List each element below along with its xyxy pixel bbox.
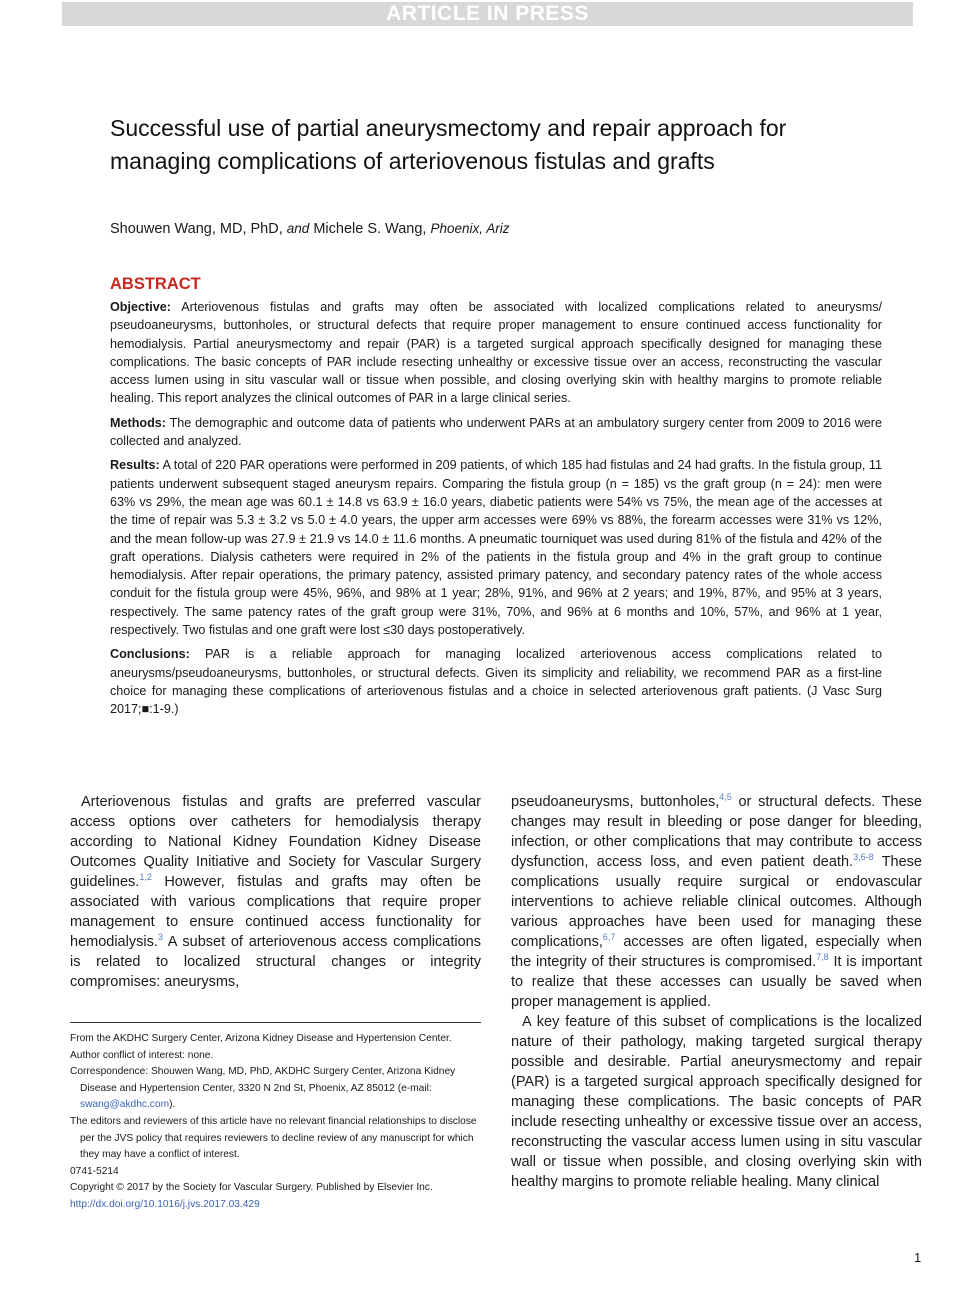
correspondence-text: Correspondence: Shouwen Wang, MD, PhD, AKDHC Surgery Center, Arizona Kidney Disease and Hypertension Center, 3320 N 2nd St, Phoenix, AZ 85012 (e-mail: [70,1066,456,1094]
body-text: or structural defects. These changes may result in bleeding or pose danger for bleeding, infection, or other complications that may contribute to access dysfunction, access loss, and even patient death. [511,794,922,870]
abstract-heading: ABSTRACT [110,275,201,293]
footnote-divider [70,1022,481,1023]
article-in-press-banner: ARTICLE IN PRESS [62,2,913,26]
citation-ref[interactable]: 1,2 [139,872,152,883]
abstract-methods [110,414,882,451]
email-link[interactable]: swang@akdhc.com [80,1099,170,1111]
author-2: Michele S. Wang, [313,221,427,237]
correspondence-end: ). [169,1099,176,1111]
footnote-affiliation: From the AKDHC Surgery Center, Arizona Kidney Disease and Hypertension Center. [70,1033,452,1044]
body-text: It is important to realize that these accesses can usually be saved when proper management is applied. [511,954,922,1010]
conclusions-label: Conclusions: [110,647,190,662]
objective-text: Arteriovenous fistulas and grafts may often be associated with localized complications related to aneurysms/ pseudoaneurysms, buttonholes, or structural defects that require proper management to ensure continued access functionality for hemodialysis. Partial aneurysmectomy and repair (PAR) is a targeted surgical approach specifically designed for managing these complications. The basic concepts of PAR include resecting unhealthy or excessive tissue over an access, reconstructing the vascular access lumen using in situ vascular wall or tissue when possible, and closing overlying skin with healthy margins to promote reliable healing. This report analyzes the clinical outcomes of PAR in a large clinical series. [110,300,882,406]
body-text: However, fistulas and grafts may often be associated with various complications that require proper management to ensure continued access functionality for hemodialysis. [70,874,481,950]
footnote-correspondence [70,1064,481,1114]
methods-label: Methods: [110,415,166,430]
issn: 0741-5214 [70,1165,119,1177]
author-location: Phoenix, Ariz [430,221,510,236]
objective-label: Objective: [110,300,171,314]
page-number: 1 [914,1250,922,1265]
copyright: Copyright © 2017 by the Society for Vascular Surgery. Published by Elsevier Inc. [70,1182,433,1194]
abstract-conclusions [110,645,882,718]
article-title: Successful use of partial aneurysmectomy and repair approach for managing complications of arteriovenous fistulas and grafts [110,115,787,174]
intro-paragraph-1 [70,792,481,992]
body-text: These complications usually require surgical or endovascular interventions to achieve reliable clinical outcomes. Although various approaches have been used for managing these complications, [511,854,922,950]
author-conjunction: and [286,221,310,236]
body-text: A subset of arteriovenous access complications is related to localized structural changes or integrity compromises: aneurysms, [70,934,481,990]
author-1: Shouwen Wang, MD, PhD, [110,221,283,237]
footnotes [70,1031,481,1214]
abstract-results [110,456,882,639]
body-text: Arteriovenous fistulas and grafts are preferred vascular access options over catheters for hemodialysis therapy according to National Kidney Foundation Kidney Disease Outcomes Quality Initiative and Society for Vascular Surgery guidelines. [70,794,481,890]
author-line [110,221,510,237]
body-text: accesses are often ligated, especially when the integrity of their structures is compromised. [511,934,922,970]
results-label: Results: [110,458,160,473]
conclusions-text: PAR is a reliable approach for managing localized arteriovenous access complications related to aneurysms/pseudoaneurysms, buttonholes, or structural defects. Given its simplicity and reliability, we recommend PAR as a first-line choice for managing these complications of arteriovenous fistulas and a choice in selected arteriovenous graft patients. (J Vasc Surg 2017;■:1-9.) [110,647,882,717]
body-text: pseudoaneurysms, buttonholes, [511,794,720,810]
citation-ref[interactable]: 3 [157,932,163,943]
citation-ref[interactable]: 4,5 [719,792,732,803]
citation-ref[interactable]: 7,8 [816,952,829,963]
footnote-editors: The editors and reviewers of this article have no relevant financial relationships to disclose per the JVS policy that requires reviewers to decline review of any manuscript for which they may have a conflict of interest. [70,1115,477,1161]
methods-text: The demographic and outcome data of patients who underwent PARs at an ambulatory surgery center from 2009 to 2016 were collected and analyzed. [110,415,882,449]
intro-paragraph-1-continued [511,792,922,1012]
body-column-left [70,792,481,992]
citation-ref[interactable]: 6,7 [602,932,616,943]
body-column-right [511,792,922,1192]
results-text: A total of 220 PAR operations were performed in 209 patients, of which 185 had fistulas and 24 had grafts. In the fistula group, 11 patients underwent subsequent staged aneurysm repairs. Comparing the fistula group (n = 185) vs the graft group (n = 24): men were 63% vs 29%, the mean age was 60.1 ± 14.8 vs 63.9 ± 16.0 years, diabetic patients were 54% vs 75%, the mean age of the accesses at the time of repair was 5.3 ± 3.2 vs 5.0 ± 4.0 years, the upper arm accesses were 69% vs 88%, the forearm accesses were 31% vs 12%, and the mean follow-up was 27.9 ± 21.9 vs 14.0 ± 11.6 months. A pneumatic tourniquet was used during 81% of the fistula and 42% of the graft operations. Dialysis catheters were required in 2% of the patients in the fistula group and 4% in the graft group to continue hemodialysis. After repair operations, the primary patency, assisted primary patency, and secondary patency rates of the whole access conduit for the fistula group were 45%, 96%, and 98% at 1 year; 28%, 91%, and 96% at 2 years; and 19%, 87%, and 95% at 3 years, respectively. The same patency rates of the graft group were 31%, 70%, and 96% at 6 months and 10%, 57%, and 96% at 1 year, respectively. Two fistulas and one graft were lost ≤30 days postoperatively. [110,458,882,638]
citation-ref[interactable]: 3,6-8 [853,852,874,863]
doi-link[interactable]: http://dx.doi.org/10.1016/j.jvs.2017.03.429 [70,1198,260,1210]
intro-paragraph-2: A key feature of this subset of complications is the localized nature of their pathology, making targeted surgical therapy possible and desirable. Partial aneurysmectomy and repair (PAR) is a targeted surgical approach specifically designed for managing these complications. The basic concepts of PAR include resecting unhealthy or excessive tissue over an access, reconstructing the vascular access lumen using in situ vascular wall or tissue when possible, and closing overlying skin with healthy margins to promote reliable healing. Many clinical [511,1014,922,1190]
abstract-objective [110,298,882,408]
abstract-section [110,274,882,725]
footnote-conflict: Author conflict of interest: none. [70,1049,214,1061]
